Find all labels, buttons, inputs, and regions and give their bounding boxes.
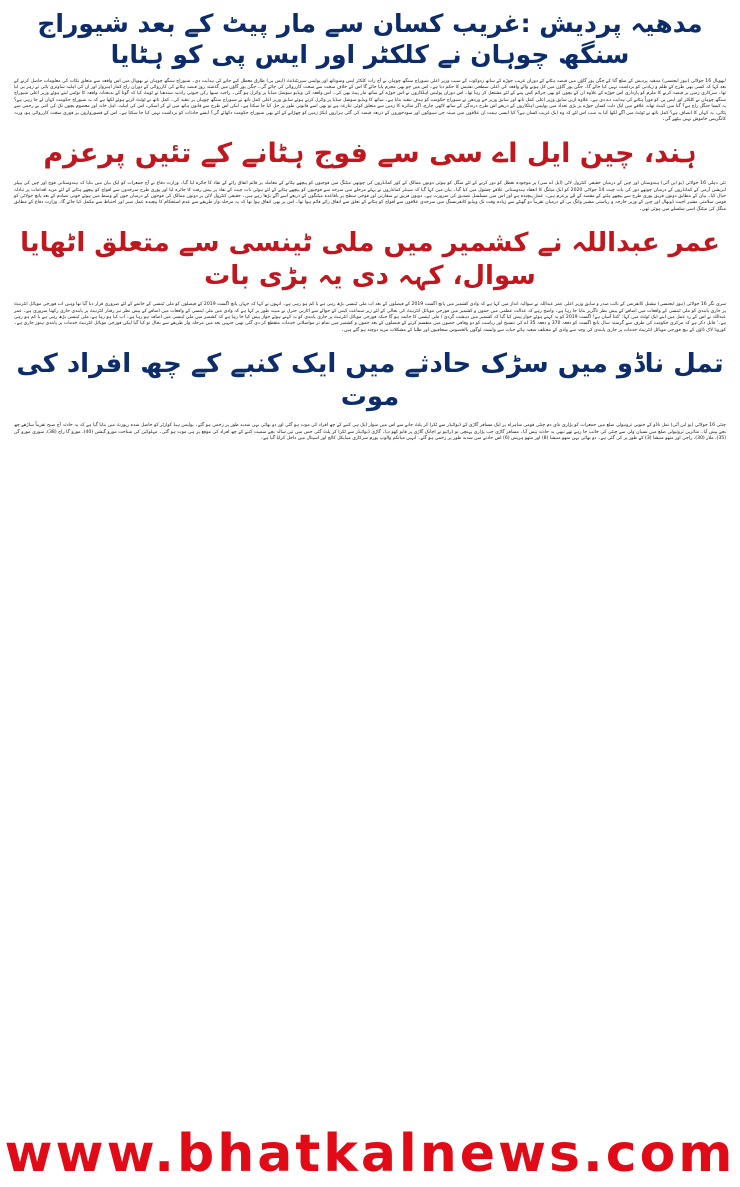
article-headline: عمر عبداللہ نے کشمیر میں ملی ٹینسی سے متعلق اٹھایا سوال، کہہ دی یہ بڑی بات (20, 228, 720, 291)
article-headline: ہند، چین ایل اے سی سے فوج ہٹانے کے تئیں پرعزم (43, 138, 697, 170)
article-body: نئی دہلی 16 جولائی (یو این آئی) ہندوستان اور چین کے درمیان حقیقی کنٹرول لائن (ایل اے سی) پر موجودہ تعطل کو دور کرنے کے لئے منگل کو ہوئی دونوں ممالک کے کور کمانڈروں کی چوتھی میٹنگ میں فوجیوں کو پیچھے ہٹانے کے معاملہ پر قائم اتفاق رائے کے نفاذ کا جائزہ لیا گیا۔ وزارت دفاع نے آج جمعرات کو ایک بیان میں بتایا کہ ہندوستانی فوج اور چین کی پیپلز لبریشن آرمی کے کمانڈروں کے درمیان چوتھے دور کی بات چیت 14 جولائی 2020 کو ایک میٹنگ کا انعقاد ہندوستانی علاقے چشول میں کیا گیا۔ بیان میں کہا گیا کہ سینئر کمانڈروں نے پہلے مرحلے میں سرحد سے فوجیوں کو پیچھے ہٹانے کے لئے ہوئی بات چیت کے نفاذ پر پیش رفت کا جائزہ لیا اور پوری طرح سرحدوں سے افواج کو پیچھے ہٹانے کے لئے مزید اقدامات پر تبادلہ خیال کیا۔ بیان کے مطابق دونوں فریق پوری طرح سے پیچھے ہٹنے کے مقصد کے لئے پرعزم ہیں۔ عمل پیچیدہ ہے اور اس میں مسلسل تصدیق کی ضرورت ہے۔ دونوں فریق نے سفارتی اور فوجی سطح پر باقاعدہ میٹنگوں کے ذریعے اسے آگے بڑھا رہے ہیں۔ حقیقی کنٹرول لائن پر دونوں ممالک کی فوجوں کے درمیان جون کے وسط میں ہوئے خونی تصادم کے بعد پانچ جولائی کو قومی سلامتی مشیر اجیت ڈوبھال اور چین کے وزیر خارجہ و ریاستی مشیر وانگ یی کے درمیان تقریباً دو گھنٹے سے زیادہ وقت تک ویڈیو کانفرنسنگ میں سرحدی علاقوں سے افواج کو ہٹانے کے تعلق سے اتفاق رائے قائم ہوا تھا۔ اس پر بھی اتفاق ہوا تھا کہ یہ مرحلہ وار طریقے سے عدم استحکام کا پیچیدہ عمل صبر اور احتیاط سے مکمل کیا جائے گا۔ وزارت دفاع کے مطابق منگل کی میٹنگ اسی سلسلے میں ہوئی تھی۔ (14, 181, 726, 212)
article-tamil-nadu-accident (14, 334, 726, 442)
article-omar-abdullah (14, 213, 726, 334)
article-body: سری نگر 16 جولائی (نیوز ایجنسی) نیشنل کانفرنس کے نائب صدر و سابق وزیر اعلی عمر عبداللہ نے سوالیہ انداز میں کہا ہے کہ وادی کشمیر میں پانچ اگست 2019 کے فیصلوں کے بعد اب ملی ٹینسی بڑھ رہی ہے یا کم ہو رہی ہے۔ انہوں نے کہا کہ جہاں پانچ اگست 2019 کے فیصلوں کو ملی ٹینسی کے خاتمے کے لئے ضروری قرار دیا گیا تھا وہیں اب فورجی موبائل انٹرنیٹ پر جاری پابندی کو ملی ٹینسی کے واقعات میں اضافے کے پیش نظر ناگزیر بتایا جا رہا ہے۔ واضح رہے کہ عدالت عظمی میں جموں و کشمیر میں فورجی موبائل انٹرنیٹ کی بحالی کے لئے زیر سماعت کیس کے حوالے سے اٹارنی جنرل نے مبینہ طور پر کہا ہے کہ وادی میں ملی ٹینسی کے واقعات میں اضافے کے پیش نظر تیز رفتار انٹرنیٹ پر پابندی جاری رکھنا ضروری ہے۔ عمر عبداللہ نے اس کے رد عمل میں اپنے ایک ٹوئٹ میں کہا: 'کتنا آسان ہے! اگست 2019 کو یہ کہتے ہوئے جواز پیش کیا گیا کہ کشمیر میں دہشت گردی / ملی ٹینسی کا خاتمہ ہو گا جبکہ فورجی موبائل انٹرنیٹ پر جاری پابندی کو یہ کہتے ہوئے جواز پیش کیا جا رہا ہے کہ کشمیر میں ملی ٹینسی میں اضافہ ہو رہا ہے۔ اب کیا ہو رہا ہے، ملی ٹینسی بڑھ رہی ہے یا کم ہو رہی ہے۔' قابل ذکر ہے کہ مرکزی حکومت کی طرف سے گزشتہ سال پانچ اگست کو دفعہ 370 و دفعہ 35 اے کی تنسیخ اور ریاست کو دو وفاقی حصوں میں منقسم کرنے کے فیصلوں کے بعد جموں و کشمیر میں تمام تر مواصلاتی خدمات منقطع کر دی گئی تھیں جنہیں بعد میں مرحلہ وار طریقے سے بحال تو کیا گیا لیکن فورجی موبائل انٹرنیٹ خدمات پر پابندی ہنوز جاری ہے۔ کورونا لاک ڈاؤن کے بیچ فورجی موبائل انٹرنیٹ خدمات پر جاری پابندی کی وجہ سے وادی کے مختلف شعبہ ہائے حیات سے وابستہ لوگوں بالخصوص صحافیوں اور طلبا کے مشکلات مزید دوچند ہو گئے ہیں۔ (14, 302, 727, 333)
article-body: /بھوپال 16 جولائی (نیوز ایجنسی) مدھیہ پردیش کے ضلع گنا کے جگن پور گاؤں میں قبضہ ہٹانے کے دوران غریب جوڑے کے ساتھ زدوکوب کے سبب وزیر اعلی شیوراج سنگھ چوہان نے آج رات کلکٹر ایس وشوناتھ اور پولیس سپرنٹنڈنٹ (ایس پی) طارق معطل کیے جانے کی ہدایت دی۔ شیوراج سنگھ چوہان نے بھوپال میں اس واقعہ سے متعلق نکات کی معلومات حاصل کرنے کے بعد کہا کہ کسی بھی طرح کے ظلم و زیادتی کو برداشت نہیں کیا جائے گا۔ جگن پور گاؤں میں کل ہونے والے واقعہ کی اعلی سطحی تفتیش کا حکم دیا ہے۔ اس میں جو بھی مجرم پایا جائے گا اس کے خلاف سخت سے سخت کارروائی کی جائے گی۔ جگن پور گاؤں میں گذشتہ روز قبضہ ہٹانے کی کارروائی کے دوران راج کمار اہیروار اور ان کی اہلیہ ساوتری بائی نے زہر پی لیا تھا۔ سرکاری زمین پر قبضہ کرنے کا ملزم کو پارداری اس جوڑے کے علاوہ ان کے بچوں کو بھی جرائم کش پینے کے لئے مشتعل کر رہا تھا۔ اس دوران پولیس اہلکاروں نے اس جوڑے کے ساتھ مار پیٹ بھی کی۔ اس واقعہ کی ویڈیو سوشل میڈیا پر وائرل ہو گئی۔ راجیہ سبھا رکن جیوتی رادتیہ سندھیا نے ٹویٹ کیا کہ گونا کے بدبختانہ واقعہ کا نوٹس لیتے ہوئے وزیر اعلی شیوراج سنگھ چوہان نے کلکٹر اور ایس پی کو فوراً ہٹانے کی ہدایت دے دی ہے۔ علاوہ ازیں سابق وزیر اعلی کمل ناتھ اور سابق وزیر جے وردھن نے شیوراج حکومت کو ہدف تنقید بنایا ہے۔ ساتھ کا ویڈیو سوشل میڈیا پر وائرل کرتے ہوئے سابق وزیر اعلی کمل ناتھ نے شیوراج سنگھ چوہان پر تنقید کی۔ کمل ناتھ نے ٹوئٹ کرتے ہوئے لکھا ہے کہ یہ شیوراج حکومت کہاں لے جا رہی ہے؟ یہ کیسا جنگل راج ہے؟ گنا میں کینٹ تھانہ علاقے میں ایک دلت کسان جوڑے پر بڑی تعداد میں پولیس اہلکاروں کے ذریعے اس طرح درندگی کے ساتھ لاٹھی چارج، اگر متاثرہ کا زمین سے متعلق کوئی تنازعہ ہے تو بھی اسے قانونی طور پر حل کیا جا سکتا ہے۔ لیکن اس طرح سے قانون ہاتھ میں لے کر اسکی، اس کی اہلیہ، اہل خانہ اور معصوم بچوں تک کی اتنی بے رحمی سے پٹائی، یہ کہاں کا انصاف ہے؟ کمل ناتھ نے ٹوئٹ میں آگے لکھا کیا یہ سب اس لئے کہ وہ ایک غریب کسان ہے؟ کیا ایسی ہمت ان علاقوں میں مبینہ جن سیوکوں اور سودخوروں کے ذریعہ قبضہ کی گئی ہزاروں ایکڑ زمین کو چھڑانے کے لئے بھی شیوراج حکومت دکھائے گی؟ ایسے حادثات کو برداشت نہیں کیا جا سکتا ہے۔ اس کے قصورواروں پر فوری سخت کارروائی ہو، ورنہ کانگریس خاموش نہیں بیٹھے گی۔ (14, 78, 727, 122)
article-mp-farmer (14, 6, 726, 123)
site-footer (0, 1123, 740, 1185)
site-url-watermark: www.bhatkalnews.com (4, 1124, 736, 1184)
article-body: چنئی 16 جولائی (یو این آئی) تمل ناڈو کے جنوبی ترونیولی ضلع میں جمعرات کو پڑاری نڈی دم چنئی قومی شاہراہ پر ایک مسافر گاڑی کے ڈیوائیڈر سے ٹکرا کر پلٹ جانے سے اس میں سوار ایک ہی کنبے کے چھ افراد کی موت ہو گئی اور دو بھائی بہن شدید طور پر زخمی ہو گئے۔ پولیس ہیڈ کوارٹر کو حاصل شدہ رپورٹ میں بتایا گیا ہے کہ یہ حادثہ آج صبح تقریباً ساڑھے چھ بجے پیش آیا۔ متاثرین ترونیولی ضلع میں تسیان ولی سے چنئی کی جانب جا رہے تھے تبھی یہ حادثہ پیش آیا۔ مسافر گاڑی جب پڑاری پہنچی تو ڈرائیو نے اچانک گاڑی پر قابو کھو دیا۔ گاڑی ڈیوائیڈر سے ٹکرا کر پلٹ گئی جس میں تین سالہ بچے سمیت کنبے کے چھ افراد کی موقع پر ہی موت ہو گئی۔ مہلوکین کی شناخت مورو گیشن (40)، مورو گا راج (38)، سوری مورو گن (35)، ملار (30)، راجی اور متھو منیشا (3) کے طور پر کی گئی ہے۔ دو بھائی بہن متھو منیشا (8) اور متھو ہریش (6) اس حادثے میں شدید طور پر زخمی ہو گئے۔ انہیں میانکم والوپ پورم سرکاری میڈیکل کالج اور اسپتال میں داخل کرایا گیا ہے۔ (14, 423, 726, 441)
article-headline: تمل ناڈو میں سڑک حادثے میں ایک کنبے کے چھ افراد کی موت (16, 349, 724, 412)
article-india-china-lac (14, 123, 726, 213)
article-headline: مدھیہ پردیش :غریب کسان سے مار پیٹ کے بعد شیوراج سنگھ چوہان نے کلکٹر اور ایس پی کو ہٹایا (37, 9, 703, 70)
